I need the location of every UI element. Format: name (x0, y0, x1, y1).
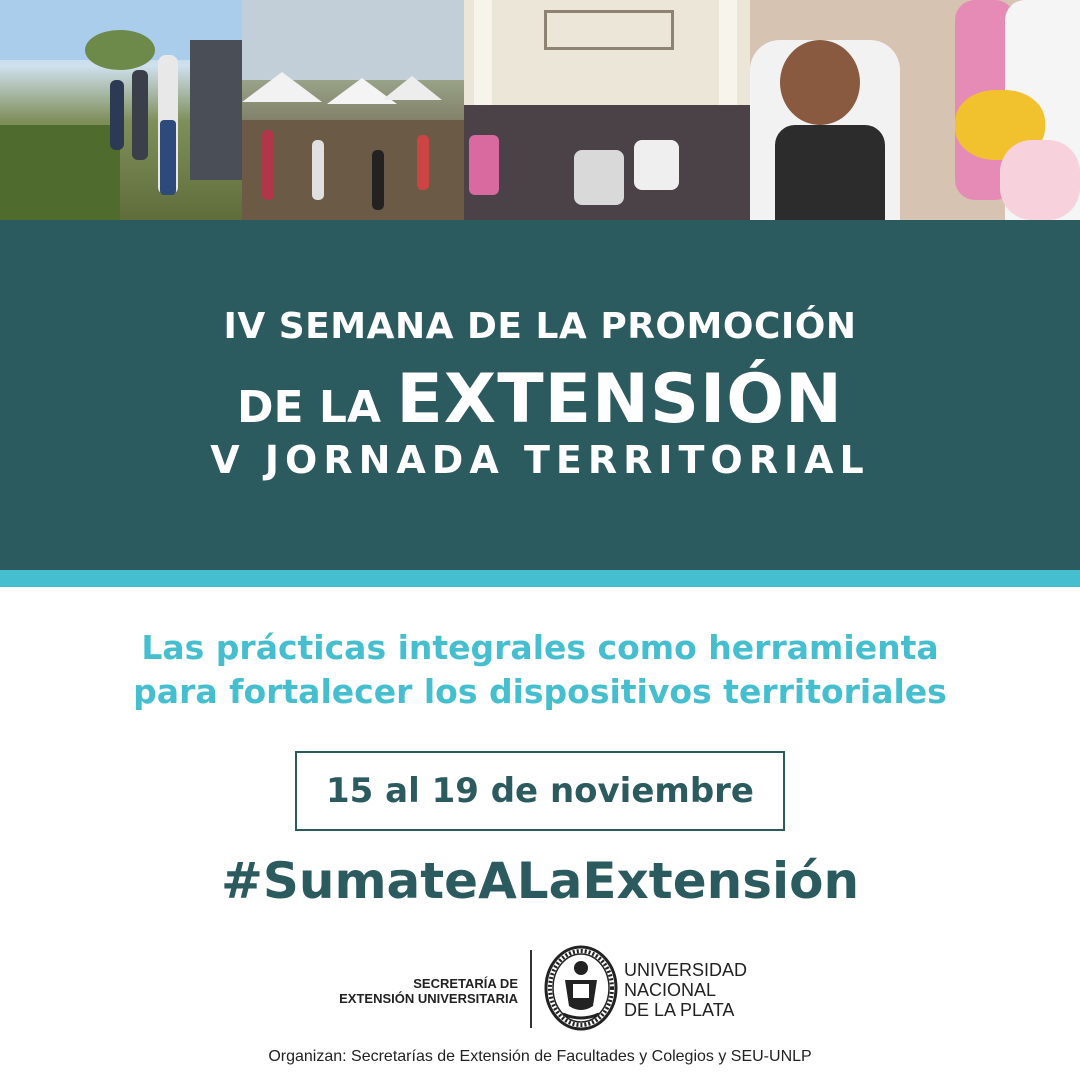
photo-courtyard-orchestra (464, 0, 750, 220)
photo-people-walking (0, 0, 242, 220)
secretaria-line-1: SECRETARÍA DE (413, 976, 518, 991)
secretaria-logo-text (339, 976, 518, 1006)
photo-children-puppet (750, 0, 1080, 220)
subtitle-line-2: para fortalecer los dispositivos territoriales (133, 672, 947, 711)
event-title-prefix: DE LA (237, 382, 397, 433)
secretaria-line-2: EXTENSIÓN UNIVERSITARIA (339, 991, 518, 1006)
date-box (295, 751, 785, 831)
university-line-3: DE LA PLATA (624, 1000, 735, 1020)
university-line-2: NACIONAL (624, 980, 717, 1000)
subtitle-line-1: Las prácticas integrales como herramienta (141, 628, 939, 667)
event-title-emphasis: EXTENSIÓN (396, 360, 843, 439)
event-dates: 15 al 19 de noviembre (325, 771, 754, 811)
event-title-line-3: V JORNADA TERRITORIAL (210, 438, 870, 482)
event-subtitle (0, 626, 1080, 714)
accent-stripe (0, 570, 1080, 587)
hashtag: #SumateALaExtensión (220, 852, 860, 910)
logo-divider (530, 950, 532, 1028)
organizer-logos (0, 942, 1080, 1034)
university-line-1: UNIVERSIDAD (624, 960, 748, 980)
photo-strip (0, 0, 1080, 220)
unlp-logo-text (624, 960, 747, 1020)
event-title-line-1: IV SEMANA DE LA PROMOCIÓN (223, 306, 857, 347)
organizers-footer: Organizan: Secretarías de Extensión de Facultades y Colegios y SEU-UNLP (268, 1048, 812, 1065)
photo-outdoor-fair (242, 0, 464, 220)
event-title-line-2 (0, 360, 1080, 439)
unlp-seal-icon (543, 944, 619, 1032)
